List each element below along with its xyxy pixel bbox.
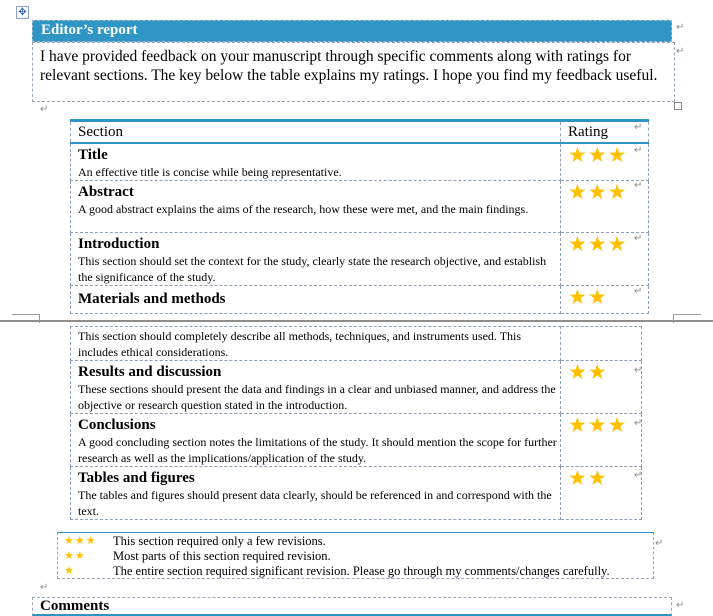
paragraph-mark-icon: ↵ (634, 180, 643, 191)
paragraph-mark-icon: ↵ (634, 122, 643, 133)
paragraph-mark-icon: ↵ (634, 145, 643, 156)
section-name: Results and discussion (78, 364, 222, 380)
page-break-divider (0, 320, 713, 322)
table-row (71, 181, 649, 233)
section-description: The tables and figures should present data clearly, should be referenced in and correspond with the text. (78, 488, 552, 518)
paragraph-mark-icon: ↵ (676, 600, 685, 611)
paragraph-mark-icon: ↵ (634, 286, 643, 297)
paragraph-mark-icon: ↵ (634, 365, 643, 376)
section-description: An effective title is concise while being representative. (78, 165, 342, 179)
paragraph-mark-icon: ↵ (40, 582, 49, 593)
key-text: The entire section required significant revision. Please go through my comments/changes carefully. (113, 564, 610, 578)
ratings-table (70, 119, 649, 314)
section-name: Tables and figures (78, 470, 195, 486)
table-row (71, 361, 642, 414)
ratings-table-continued (70, 326, 642, 520)
paragraph-mark-icon: ↵ (634, 470, 643, 481)
table-row (71, 233, 649, 286)
star-rating-icon: ★★ (568, 285, 608, 309)
paragraph-mark-icon: ↵ (40, 104, 49, 115)
section-description: A good concluding section notes the limitations of the study. It should mention the scope for further research as well as the implications/application of the study. (78, 435, 557, 465)
section-description: This section should completely describe all methods, techniques, and instruments used. This includes ethical considerations. (78, 329, 522, 359)
star-rating-icon: ★★★ (568, 232, 628, 256)
star-rating-icon: ★★ (568, 466, 608, 490)
comments-section[interactable] (32, 597, 672, 616)
report-header-bar (32, 20, 672, 42)
paragraph-mark-icon: ↵ (676, 46, 685, 57)
key-text: This section required only a few revisions. (113, 534, 326, 548)
table-move-handle-icon[interactable]: ✥ (16, 6, 29, 19)
paragraph-mark-icon: ↵ (676, 22, 685, 33)
section-description: A good abstract explains the aims of the research, how these were met, and the main findings. (78, 202, 529, 216)
table-row (71, 467, 642, 520)
intro-text: I have provided feedback on your manuscript through specific comments along with ratings for relevant sections. The key below the table explains my ratings. I hope you find my feedback useful. (40, 48, 658, 84)
paragraph-mark-icon: ↵ (634, 418, 643, 429)
rating-key (57, 532, 654, 579)
star-rating-icon: ★★★ (568, 143, 628, 167)
star-rating-icon: ★★★ (568, 180, 628, 204)
section-name: Abstract (78, 184, 134, 200)
table-row (71, 143, 649, 181)
table-row (71, 327, 642, 361)
section-name: Conclusions (78, 417, 156, 433)
intro-box[interactable] (32, 42, 675, 102)
star-rating-icon: ★★★ (568, 413, 628, 437)
paragraph-mark-icon: ↵ (634, 233, 643, 244)
report-title: Editor’s report (41, 22, 138, 38)
key-text: Most parts of this section required revision. (113, 549, 331, 563)
star-icon: ★★★ (64, 535, 97, 547)
section-description: These sections should present the data and findings in a clear and unbiased manner, and address the objective or research question stated in the introduction. (78, 382, 556, 412)
section-description: This section should set the context for the study, clearly state the research objective, and establish the significance of the study. (78, 254, 547, 284)
table-resize-handle[interactable] (674, 102, 682, 110)
table-header-row (71, 121, 649, 144)
star-icon: ★★ (64, 550, 86, 562)
section-name: Introduction (78, 236, 160, 252)
table-row (71, 414, 642, 467)
star-rating-icon: ★★ (568, 360, 608, 384)
section-name: Title (78, 147, 108, 163)
star-icon: ★ (64, 565, 75, 577)
section-header: Section (71, 121, 561, 144)
rating-header: Rating (561, 121, 649, 144)
table-row (71, 286, 649, 314)
paragraph-mark-icon: ↵ (655, 538, 664, 549)
comments-title: Comments (40, 598, 110, 614)
section-name: Materials and methods (78, 291, 226, 307)
